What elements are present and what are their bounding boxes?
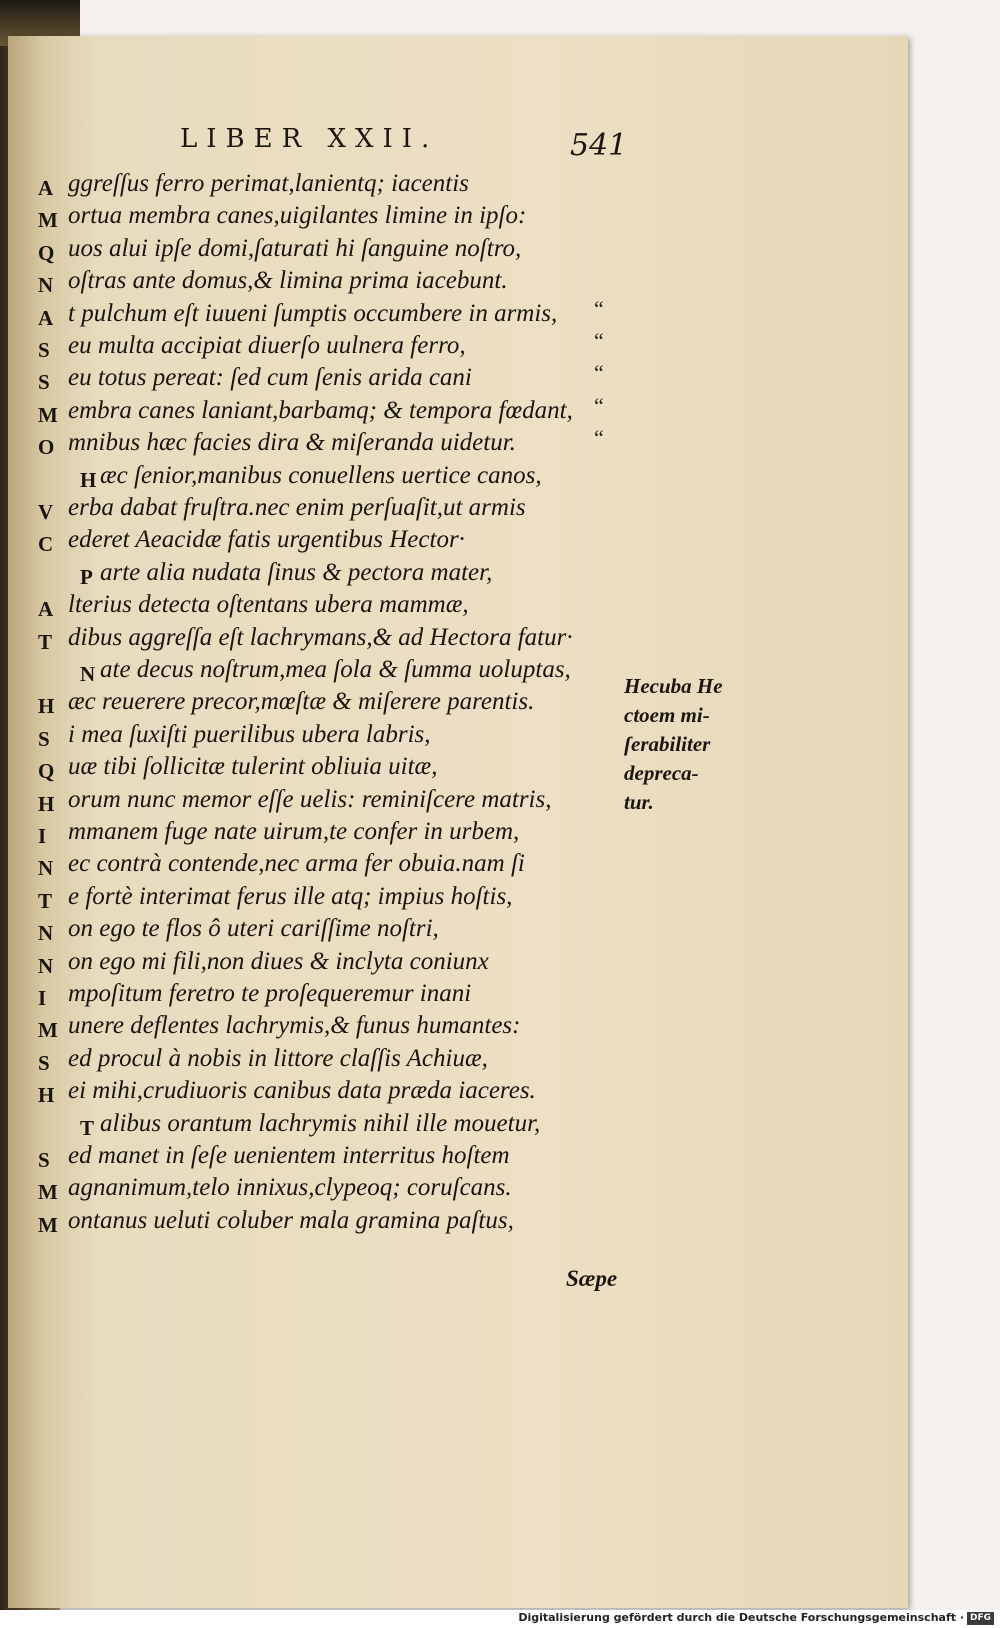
verse-initial: M [38,1213,58,1237]
margin-note-line: ctoem mi- [624,703,710,727]
quotation-mark: “ [594,360,604,385]
verse-initial: S [38,727,50,751]
verse-text: oſtras ante domus,& limina prima iacebunt. [68,267,508,294]
verse-text: ggreſſus ferro perimat,lanientq; iacentis [68,170,469,197]
verse-initial: M [38,208,58,232]
verse-initial: Q [38,759,55,783]
verse-initial: S [38,1051,50,1075]
verse-text: unere deflentes lachrymis,& funus humantes: [68,1012,521,1039]
verse-text: t pulchum eſt iuueni ſumptis occumbere in armis, [68,300,558,327]
verse-initial: H [38,694,55,718]
dfg-logo: DFG [967,1612,994,1625]
verse-text: uæ tibi ſollicitæ tulerint obliuia uitæ, [68,753,438,780]
margin-note-line: tur. [624,790,654,814]
verse-text: æc reuerere precor,mœſtæ & miſerere parentis. [68,688,535,715]
verse-text: agnanimum,telo innixus,clypeoq; coruſcans. [68,1174,512,1201]
margin-note [624,672,734,817]
quotation-mark: “ [594,296,604,321]
verse-text: ed manet in ſeſe uenientem interritus hoſtem [68,1142,510,1169]
verse-initial: S [38,338,50,362]
margin-note-line: depreca- [624,761,699,785]
verse-text: i mea ſuxiſti puerilibus ubera labris, [68,721,431,748]
verse-initial: N [38,273,54,297]
verse-initial: T [38,630,53,654]
verse-text: mmanem fuge nate uirum,te confer in urbem, [68,818,520,845]
footer-credit: Digitalisierung gefördert durch die Deutsche Forschungsgemeinschaft · [518,1611,964,1624]
verse-text: dibus aggreſſa eſt lachrymans,& ad Hectora fatur· [68,624,573,651]
page-number: 541 [570,128,628,163]
quotation-mark: “ [594,393,604,418]
verse-initial: O [38,435,55,459]
catchword: Sæpe [566,1266,618,1291]
verse-text: lterius detecta oſtentans ubera mammæ, [68,591,469,618]
verse-initial: N [38,954,54,978]
verse-text: ortua membra canes,uigilantes limine in ipſo: [68,202,527,229]
verse-initial: N [38,856,54,880]
verse-initial: V [38,500,54,524]
verse-text: orum nunc memor eſſe uelis: reminiſcere matris, [68,786,552,813]
verse-initial: Q [38,241,55,265]
verse-text: alibus orantum lachrymis nihil ille mouetur, [100,1110,541,1137]
quotation-mark: “ [594,328,604,353]
running-head-title: LIBER XXII. [180,124,439,154]
verse-initial: H [38,792,55,816]
verse-text: on ego mi fili,non diues & inclyta coniunx [68,948,489,975]
verse-initial: N [38,921,54,945]
verse-text: uos alui ipſe domi,ſaturati hi ſanguine noſtro, [68,235,522,262]
verse-text: eu totus pereat: ſed cum ſenis arida cani [68,364,472,391]
verse-text: eu multa accipiat diuerſo uulnera ferro, [68,332,466,359]
verse-text: æc ſenior,manibus conuellens uertice canos, [100,462,542,489]
verse-text: ederet Aeacidæ fatis urgentibus Hector· [68,526,465,553]
verse-initial: T [38,889,53,913]
verse-text: mpoſitum feretro te proſequeremur inani [68,980,472,1007]
verse-initial: C [38,532,54,556]
verse-initial: N [80,662,96,686]
verse-initial: T [80,1116,95,1140]
verse-initial: M [38,403,58,427]
margin-note-line: ſerabiliter [624,732,711,756]
verse-initial: H [38,1083,55,1107]
verse-initial: A [38,597,54,621]
verse-text: ed procul à nobis in littore claſſis Achiuæ, [68,1045,488,1072]
verse-initial: I [38,824,47,848]
verse-initial: A [38,306,54,330]
verse-initial: M [38,1180,58,1204]
verse-text: ec contrà contende,nec arma fer obuia.nam ſi [68,850,525,877]
verse-initial: M [38,1018,58,1042]
verse-text: ate decus noſtrum,mea ſola & ſumma uoluptas, [100,656,571,683]
verse-text: embra canes laniant,barbamq; & tempora fœdant, [68,397,573,424]
verse-text: ontanus ueluti coluber mala gramina paſtus, [68,1207,514,1234]
verse-initial: I [38,986,47,1010]
verse-initial: P [80,565,93,589]
quotation-mark: “ [594,425,604,450]
verse-text: erba dabat fruſtra.nec enim perſuaſit,ut armis [68,494,526,521]
margin-note-line: Hecuba He [624,674,723,698]
verse-text: ei mihi,crudiuoris canibus data præda iaceres. [68,1077,536,1104]
verse-initial: H [80,468,97,492]
verse-text: arte alia nudata ſinus & pectora mater, [100,559,493,586]
verse-initial: S [38,1148,50,1172]
verse-text: on ego te flos ô uteri cariſſime noſtri, [68,915,439,942]
verse-text: mnibus hæc facies dira & miſeranda uidetur. [68,429,516,456]
verse-initial: S [38,370,50,394]
verse-initial: A [38,176,54,200]
verse-text: e fortè interimat ferus ille atq; impius hoſtis, [68,883,513,910]
